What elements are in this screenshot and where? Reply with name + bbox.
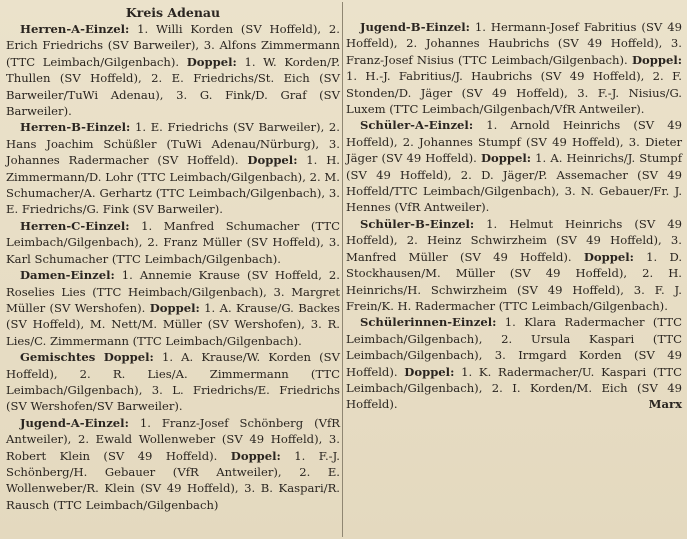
doppel-text: 1. H. Zimmermann/D. Lohr (TTC Leimbach/Gilgenbach), 2. M. Schumacher/A. Gerhartz (TTC Leimbach/Gilgenbach), 3. E. Friedrichs/G. Fink (SV Barweiler). [6,153,340,217]
right-column [346,0,682,413]
section-label: Damen-Einzel: [20,268,115,283]
section-label: Schüler-B-Einzel: [360,216,475,231]
doppel-text: 1. W. Korden/P. Thullen (SV Hoffeld), 2. E. Friedrichs/St. Eich (SV Barweiler/TuWi Adenau), 3. G. Fink/D. Graf (SV Barweiler). [6,54,341,119]
doppel-text: 1. A. Krause/G. Backes (SV Hoffeld), M. Nett/M. Müller (SV Wershofen), 3. R. Lies/C. Zimmermann (TTC Leimbach/Gilgenbach). [6,300,340,348]
section-text: 1. Manfred Schumacher (TTC Leimbach/Gilgenbach), 2. Franz Müller (SV Hoffeld), 3. Karl Schumacher (TTC Leimbach/Gilgenbach). [6,218,340,266]
doppel-text: 1. D. Stockhausen/M. Müller (SV 49 Hoffeld), 2. H. Heinrichs/H. Schwirzheim (SV 49 Hoffeld), 3. F. J. Frein/K. H. Radermacher (TTC Leimbach/Gilgenbach). [346,249,683,313]
doppel-label: Doppel: [247,153,298,168]
doppel-text: 1. A. Heinrichs/J. Stumpf (SV 49 Hoffeld), 2. D. Jäger/P. Assemacher (SV 49 Hoffeld/TTC Leimbach/Gilgenbach), 3. N. Gebauer/Fr. J. Hennes (VfR Antweiler). [346,151,683,215]
section-label: Schüler-A-Einzel: [360,118,474,133]
column-divider [342,2,343,537]
section-herren-a [6,21,340,119]
article-title: Kreis Adenau [125,5,221,20]
author-signature: Marx [648,397,682,412]
section-label: Jugend-B-Einzel: [360,20,470,34]
section-text: 1. A. Krause/W. Korden (SV Hoffeld), 2. R. Lies/A. Zimmermann (TTC Leimbach/Gilgenbach), 3. L. Friedrichs/E. Friedrichs (SV Wershofen/SV Barweiler). [6,350,340,414]
section-text: 1. Willi Korden (SV Hoffeld), 2. Erich Friedrichs (SV Barweiler), 3. Alfons Zimmermann (TTC Leimbach/Gilgenbach). [6,22,340,69]
section-gemischtes-doppel [6,349,340,415]
doppel-label: Doppel: [583,249,634,264]
doppel-text: 1. F.-J. Schönberg/H. Gebauer (VfR Antweiler), 2. E. Wollenweber/R. Klein (SV 49 Hoffeld), 3. B. Kaspari/R. Rausch (TTC Leimbach/Gilgenbach) [6,448,340,512]
section-jugend-b [346,19,682,117]
section-label: Herren-C-Einzel: [20,218,130,233]
section-schueler-b [346,216,682,314]
section-text: 1. Hermann-Josef Fabritius (SV 49 Hoffeld), 2. Johannes Haubrichs (SV 49 Hoffeld), 3. Franz-Josef Nisius (TTC Leimbach/Gilgenbach). [346,20,682,67]
section-text: 1. Franz-Josef Schönberg (VfR Antweiler), 2. Ewald Wollenweber (SV 49 Hoffeld), 3. Robert Klein (SV 49 Hoffeld). [6,415,340,463]
section-label: Schülerinnen-Einzel: [360,315,497,330]
section-text: 1. Arnold Heinrichs (SV 49 Hoffeld), 2. Johannes Stumpf (SV 49 Hoffeld), 3. Dieter Jäger (SV 49 Hoffeld). [346,118,682,166]
section-text: 1. E. Friedrichs (SV Barweiler), 2. Hans Joachim Schüßler (TuWi Adenau/Nürburg), 3. Johannes Radermacher (SV Hoffeld). [6,120,340,168]
section-herren-c [6,218,340,267]
section-label: Herren-B-Einzel: [20,120,131,135]
section-schueler-a [346,117,682,215]
doppel-label: Doppel: [186,54,237,69]
doppel-label: Doppel: [404,364,455,379]
doppel-label: Doppel: [631,52,683,67]
doppel-label: Doppel: [230,448,281,463]
section-herren-b [6,119,340,217]
section-label: Jugend-A-Einzel: [20,415,129,430]
doppel-text: 1. K. Radermacher/U. Kaspari (TTC Leimbach/Gilgenbach), 2. I. Korden/M. Eich (SV 49 Hoffeld). [346,364,683,412]
left-column [6,0,340,513]
section-text: 1. Helmut Heinrichs (SV 49 Hoffeld), 2. Heinz Schwirzheim (SV 49 Hoffeld), 3. Manfred Müller (SV 49 Hoffeld). [346,216,682,264]
doppel-text: 1. H.-J. Fabritius/J. Haubrichs (SV 49 Hoffeld), 2. F. Stonden/D. Jäger (SV 49 Hoffeld), 3. F.-J. Nisius/G. Luxem (TTC Leimbach/Gilgenbach/VfR Antweiler). [346,69,682,117]
section-text: 1. Klara Radermacher (TTC Leimbach/Gilgenbach), 2. Ursula Kaspari (TTC Leimbach/Gilgenbach), 3. Irmgard Korden (SV 49 Hoffeld). [346,315,682,379]
section-label: Gemischtes Doppel: [20,350,154,365]
doppel-label: Doppel: [149,300,200,315]
section-schuelerinnen [346,314,682,412]
section-jugend-a [6,415,340,513]
section-text: 1. Annemie Krause (SV Hoffeld, 2. Roselies Lies (TTC Heimbach/Gilgenbach), 3. Margret Müller (SV Wershofen). [6,268,340,315]
section-damen [6,267,340,349]
section-label: Herren-A-Einzel: [20,22,130,36]
doppel-label: Doppel: [480,151,532,166]
